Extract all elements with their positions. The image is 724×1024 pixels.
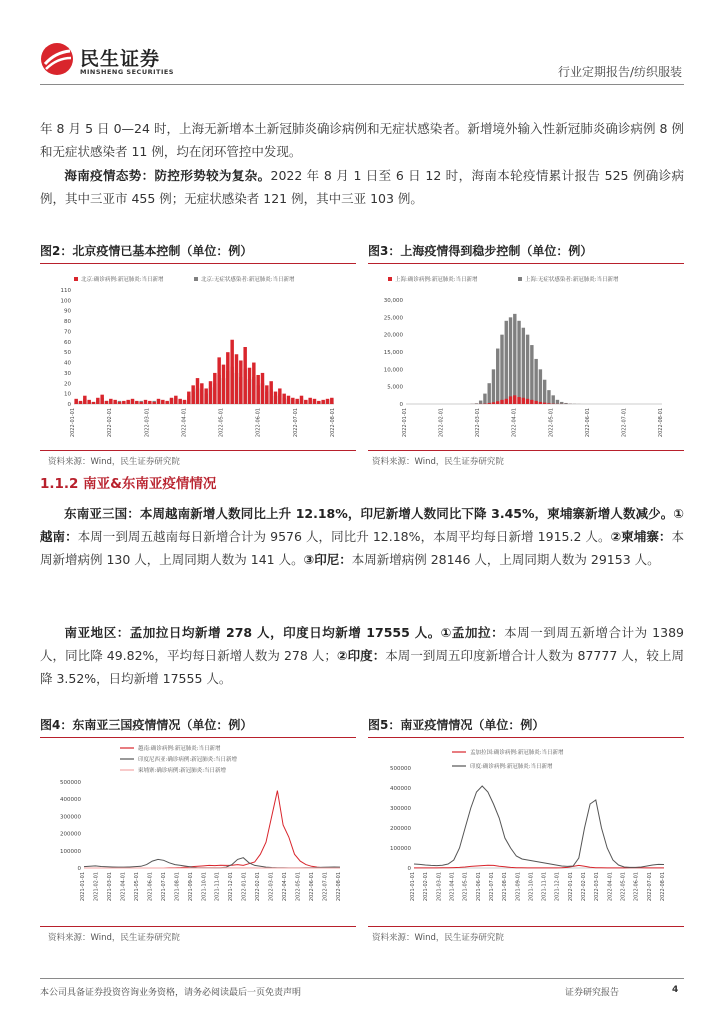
- bar-s0-23: [174, 396, 177, 404]
- legend-swatch-0: [388, 277, 392, 281]
- bar-s0-10: [118, 402, 121, 404]
- x-tick-label: 2021-11-01: [214, 872, 221, 902]
- x-tick-label: 2022-06-01: [309, 872, 316, 902]
- legend-swatch-0: [74, 277, 78, 281]
- bar-s0-14: [135, 401, 138, 404]
- bar-s0-57: [321, 400, 324, 404]
- x-tick-label: 2021-05-01: [462, 872, 469, 902]
- x-tick-label: 2021-01-01: [410, 872, 416, 902]
- bar-s0-21: [496, 401, 499, 404]
- x-tick-label: 2021-04-01: [120, 872, 127, 902]
- fig5-title: 图5：南亚疫情情况（单位：例）: [368, 716, 684, 738]
- x-tick-label: 2022-04-01: [607, 872, 614, 902]
- fig2-title: 图2：北京疫情已基本控制（单位：例）: [40, 242, 356, 264]
- x-tick-label: 2021-07-01: [160, 872, 167, 902]
- fig2-source: 资料来源：Wind，民生证券研究院: [48, 457, 180, 467]
- bar-s0-6: [100, 395, 103, 404]
- paragraph-sea-cambodia: 本周新增病例 130 人，上周同期人数为 141 人。: [40, 529, 684, 567]
- x-tick-label: 2022-05-01: [295, 872, 302, 902]
- bar-s0-11: [122, 401, 125, 404]
- bar-s0-56: [317, 401, 320, 404]
- x-tick-label: 2022-06-01: [633, 872, 640, 902]
- bar-s0-58: [326, 399, 329, 404]
- y-tick-label: 0: [399, 402, 403, 408]
- x-tick-label: 2021-09-01: [187, 872, 194, 902]
- x-tick-label: 2022-07-01: [646, 872, 653, 902]
- paragraph-south-asia: [40, 621, 684, 690]
- bar-s0-0: [74, 399, 77, 404]
- bar-s0-23: [505, 399, 508, 404]
- y-tick-label: 0: [67, 402, 71, 408]
- bar-s0-16: [144, 400, 147, 404]
- y-tick-label: 110: [60, 288, 71, 294]
- footer-divider: [40, 978, 684, 979]
- fig5-chart: [368, 740, 684, 920]
- x-tick-label: 2022-08-01: [336, 872, 342, 902]
- bar-s0-38: [239, 360, 242, 404]
- bar-s0-19: [487, 403, 490, 404]
- x-tick-label: 2022-03-01: [268, 872, 275, 902]
- x-tick-label: 2022-08-01: [658, 408, 664, 438]
- y-tick-label: 50: [64, 350, 71, 357]
- x-tick-label: 2021-07-01: [488, 872, 495, 902]
- x-tick-label: 2021-08-01: [502, 872, 509, 902]
- y-tick-label: 5,000: [387, 384, 403, 391]
- y-tick-label: 100000: [390, 846, 411, 852]
- legend-label-1: 印度:确诊病例:新冠肺炎:当日新增: [470, 764, 553, 770]
- bar-s0-50: [291, 398, 294, 404]
- fig2-chart: [40, 268, 356, 444]
- bar-s0-54: [308, 398, 311, 404]
- bar-s1-34: [551, 395, 554, 404]
- bar-s0-32: [543, 403, 546, 404]
- y-tick-label: 20: [64, 381, 71, 388]
- bar-s0-31: [209, 381, 212, 404]
- bar-s1-31: [539, 369, 542, 404]
- bar-s0-45: [269, 381, 272, 404]
- bar-s0-49: [287, 396, 290, 404]
- header-divider: [40, 84, 684, 85]
- y-tick-label: 0: [77, 866, 81, 872]
- bar-s0-21: [165, 401, 168, 404]
- x-tick-label: 2022-04-01: [282, 872, 289, 902]
- paragraph-sa-india-lead: ②印度：: [336, 648, 386, 663]
- x-tick-label: 2021-10-01: [528, 872, 535, 902]
- x-tick-label: 2021-03-01: [106, 872, 113, 902]
- paragraph-shanghai: [40, 117, 684, 163]
- bar-s0-46: [274, 392, 277, 404]
- x-tick-label: 2022-07-01: [292, 408, 299, 438]
- x-tick-label: 2021-03-01: [436, 872, 443, 902]
- x-tick-label: 2021-01-01: [80, 872, 86, 902]
- bar-s1-30: [534, 359, 537, 404]
- bar-s0-19: [157, 399, 160, 404]
- x-tick-label: 2021-10-01: [201, 872, 208, 902]
- bar-s1-20: [492, 369, 495, 404]
- bar-s0-27: [522, 398, 525, 404]
- series-line-1: [84, 858, 340, 868]
- bar-s0-31: [539, 402, 542, 404]
- bar-s1-18: [483, 394, 486, 404]
- bar-s0-41: [252, 363, 255, 404]
- bar-s0-33: [217, 357, 220, 404]
- x-tick-label: 2021-12-01: [554, 872, 561, 902]
- bar-s0-15: [139, 402, 142, 404]
- x-tick-label: 2022-01-01: [70, 408, 76, 438]
- y-tick-label: 15,000: [383, 350, 403, 356]
- bar-s0-1: [79, 401, 82, 404]
- bar-s0-36: [230, 340, 233, 404]
- y-tick-label: 10: [64, 391, 71, 398]
- bar-s1-23: [505, 321, 508, 404]
- bar-s0-48: [282, 394, 285, 404]
- x-tick-label: 2021-11-01: [541, 872, 548, 902]
- x-tick-label: 2021-04-01: [449, 872, 456, 902]
- section-heading: 1.1.2 南亚&东南亚疫情情况: [40, 476, 217, 492]
- series-line-0: [84, 791, 340, 868]
- x-tick-label: 2022-07-01: [621, 408, 628, 438]
- bar-s0-34: [222, 365, 225, 404]
- y-tick-label: 80: [64, 319, 71, 326]
- bar-s0-59: [330, 398, 333, 404]
- fig5-source-rule: [368, 926, 684, 927]
- bar-s1-17: [479, 401, 482, 404]
- legend-label-2: 柬埔寨:确诊病例:新冠肺炎:当日新增: [138, 768, 227, 774]
- x-tick-label: 2022-02-01: [438, 408, 445, 438]
- bar-s0-29: [200, 383, 203, 404]
- bar-s0-42: [256, 375, 259, 404]
- bar-s1-19: [487, 383, 490, 404]
- y-tick-label: 500000: [60, 780, 81, 786]
- y-tick-label: 200000: [60, 831, 81, 838]
- bar-s0-9: [113, 400, 116, 404]
- x-tick-label: 2021-05-01: [133, 872, 140, 902]
- y-tick-label: 10,000: [383, 367, 403, 374]
- bar-s0-30: [204, 388, 207, 404]
- bar-s0-55: [313, 399, 316, 404]
- bar-s0-40: [248, 368, 251, 404]
- y-tick-label: 30: [64, 370, 71, 377]
- x-tick-label: 2022-06-01: [584, 408, 591, 438]
- series-line-1: [414, 786, 664, 867]
- x-tick-label: 2021-06-01: [475, 872, 482, 902]
- x-tick-label: 2022-02-01: [255, 872, 262, 902]
- bar-s0-20: [161, 400, 164, 404]
- x-tick-label: 2022-08-01: [660, 872, 666, 902]
- paragraph-sea-lead: 东南亚三国：本周越南新增人数同比上升 12.18%，印尼新增人数同比下降 3.45%，柬埔寨新增人数减少。①越南：: [40, 506, 684, 544]
- x-tick-label: 2022-04-01: [181, 408, 188, 438]
- fig4-source-rule: [40, 926, 356, 927]
- bar-s0-30: [534, 401, 537, 404]
- legend-label-1: 北京:无症状感染者:新冠肺炎:当日新增: [201, 277, 295, 283]
- legend-swatch-1: [518, 277, 522, 281]
- y-tick-label: 400000: [390, 786, 411, 792]
- fig3-source-rule: [368, 450, 684, 451]
- legend-label-0: 越南:确诊病例:新冠肺炎:当日新增: [138, 746, 221, 752]
- x-tick-label: 2022-01-01: [241, 872, 248, 902]
- y-tick-label: 400000: [60, 797, 81, 804]
- bar-s0-44: [265, 385, 268, 404]
- paragraph-hainan-lead: 海南疫情态势：防控形势较为复杂。: [64, 168, 271, 183]
- x-tick-label: 2021-02-01: [423, 872, 430, 902]
- legend-label-1: 上海:无症状感染者:新冠肺炎:当日新增: [525, 277, 619, 283]
- paragraph-sea-indonesia: 本周新增病例 28146 人，上周同期人数为 29153 人。: [351, 552, 660, 567]
- page-number: 4: [672, 985, 679, 995]
- x-tick-label: 2021-06-01: [147, 872, 154, 902]
- bar-s0-28: [526, 399, 529, 404]
- footer-report-label: 证券研究报告: [565, 988, 620, 998]
- bar-s1-27: [522, 328, 525, 404]
- bar-s1-25: [513, 314, 516, 404]
- bar-s0-3: [87, 400, 90, 404]
- bar-s1-26: [517, 321, 520, 404]
- document-type: 行业定期报告/纺织服装: [557, 65, 682, 79]
- y-tick-label: 300000: [60, 814, 81, 821]
- legend-label-0: 北京:确诊病例:新冠肺炎:当日新增: [81, 277, 164, 283]
- bar-s0-33: [547, 403, 550, 404]
- x-tick-label: 2022-03-01: [594, 872, 601, 902]
- x-tick-label: 2022-07-01: [322, 872, 329, 902]
- bar-s0-12: [126, 400, 129, 404]
- y-tick-label: 500000: [390, 766, 411, 772]
- minsheng-logo-icon: [40, 42, 74, 76]
- bar-s0-26: [517, 397, 520, 404]
- y-tick-label: 200000: [390, 826, 411, 832]
- bar-s0-52: [300, 396, 303, 404]
- legend-label-0: 孟加拉国:确诊病例:新冠肺炎:当日新增: [470, 750, 564, 756]
- fig3-title: 图3：上海疫情得到稳步控制（单位：例）: [368, 242, 684, 264]
- bar-s0-24: [509, 396, 512, 404]
- y-tick-label: 100: [60, 298, 71, 305]
- x-tick-label: 2022-05-01: [218, 408, 225, 438]
- bar-s1-37: [564, 403, 567, 404]
- x-tick-label: 2022-02-01: [581, 872, 588, 902]
- bar-s0-28: [196, 378, 199, 404]
- y-tick-label: 30,000: [383, 298, 403, 304]
- y-tick-label: 40: [64, 360, 71, 367]
- fig5-source: 资料来源：Wind，民生证券研究院: [372, 933, 504, 943]
- x-tick-label: 2022-08-01: [330, 408, 336, 438]
- bar-s1-16: [475, 403, 478, 404]
- x-tick-label: 2022-06-01: [255, 408, 262, 438]
- x-tick-label: 2022-01-01: [567, 872, 574, 902]
- bar-s1-35: [556, 400, 559, 404]
- bar-s0-2: [83, 396, 86, 404]
- bar-s0-24: [178, 399, 181, 404]
- y-tick-label: 90: [64, 308, 71, 315]
- paragraph-sa-india: 本周一到周五印度新增合计人数为 87777 人，较上周降 3.52%，日均新增 17555 人。: [40, 648, 684, 686]
- paragraph-sa-bangladesh: 本周一到周五新增合计为 1389 人，同比降 49.82%，平均每日新增人数为 278 人；: [40, 625, 684, 663]
- bar-s1-33: [547, 390, 550, 404]
- company-logo: [40, 42, 200, 82]
- bar-s0-18: [152, 402, 155, 404]
- legend-label-1: 印度尼西亚:确诊病例:新冠肺炎:当日新增: [138, 757, 238, 763]
- legend-label-0: 上海:确诊病例:新冠肺炎:当日新增: [395, 277, 478, 283]
- y-tick-label: 20,000: [383, 332, 403, 339]
- fig2-source-rule: [40, 450, 356, 451]
- bar-s0-4: [92, 402, 95, 404]
- bar-s0-43: [261, 373, 264, 404]
- y-tick-label: 100000: [60, 848, 81, 855]
- paragraph-shanghai-text: 年 8 月 5 日 0—24 时，上海无新增本土新冠肺炎确诊病例和无症状感染者。新增境外输入性新冠肺炎确诊病例 8 例和无症状感染者 11 例，均在闭环管控中发现。: [40, 121, 684, 159]
- y-tick-label: 0: [407, 866, 411, 872]
- x-tick-label: 2022-05-01: [548, 408, 555, 438]
- bar-s0-7: [105, 401, 108, 404]
- y-tick-label: 70: [64, 329, 71, 336]
- bar-s0-8: [109, 399, 112, 404]
- y-tick-label: 300000: [390, 806, 411, 812]
- bar-s1-32: [543, 380, 546, 404]
- bar-s0-53: [304, 400, 307, 404]
- paragraph-sa-lead: 南亚地区：孟加拉日均新增 278 人，印度日均新增 17555 人。①孟加拉：: [64, 625, 505, 640]
- bar-s1-29: [530, 345, 533, 404]
- x-tick-label: 2022-01-01: [402, 408, 408, 438]
- x-tick-label: 2022-02-01: [107, 408, 114, 438]
- x-tick-label: 2022-05-01: [620, 872, 627, 902]
- paragraph-hainan: [40, 164, 684, 210]
- bar-s1-21: [496, 349, 499, 404]
- bar-s0-37: [235, 354, 238, 404]
- page-header: [0, 0, 724, 90]
- bar-s0-25: [513, 395, 516, 404]
- bar-s0-20: [492, 402, 495, 404]
- paragraph-hainan-text: 2022 年 8 月 1 日至 6 日 12 时，海南本轮疫情累计报告 525 例确诊病例，其中三亚市 455 例；无症状感染者 121 例，其中三亚 103 例。: [40, 168, 684, 206]
- x-tick-label: 2021-08-01: [174, 872, 181, 902]
- bar-s0-47: [278, 388, 281, 404]
- logo-chinese-name: 民生证券: [80, 48, 161, 70]
- bar-s0-29: [530, 400, 533, 404]
- bar-s0-32: [213, 373, 216, 404]
- bar-s0-25: [183, 400, 186, 404]
- legend-swatch-1: [194, 277, 198, 281]
- bar-s0-22: [500, 400, 503, 404]
- bar-s0-22: [170, 398, 173, 404]
- bar-s0-27: [191, 385, 194, 404]
- bar-s0-51: [295, 399, 298, 404]
- x-tick-label: 2021-12-01: [228, 872, 235, 902]
- bar-s1-24: [509, 317, 512, 404]
- bar-s0-5: [96, 398, 99, 404]
- fig4-title: 图4：东南亚三国疫情情况（单位：例）: [40, 716, 356, 738]
- paragraph-southeast-asia: [40, 502, 684, 571]
- paragraph-sea-indonesia-lead: ③印尼：: [303, 552, 352, 567]
- bar-s1-28: [526, 335, 529, 404]
- paragraph-sea-cambodia-lead: ②柬埔寨：: [610, 529, 672, 544]
- x-tick-label: 2022-03-01: [144, 408, 151, 438]
- y-tick-label: 60: [64, 339, 71, 346]
- bar-s0-13: [131, 399, 134, 404]
- bar-s0-35: [226, 352, 229, 404]
- fig4-source: 资料来源：Wind，民生证券研究院: [48, 933, 180, 943]
- fig3-source: 资料来源：Wind，民生证券研究院: [372, 457, 504, 467]
- fig3-chart: [368, 268, 684, 444]
- bar-s0-26: [187, 392, 190, 404]
- bar-s0-17: [148, 401, 151, 404]
- logo-english-name: MINSHENG SECURITIES: [80, 68, 174, 76]
- x-tick-label: 2021-02-01: [93, 872, 100, 902]
- x-tick-label: 2022-03-01: [475, 408, 482, 438]
- y-tick-label: 25,000: [383, 315, 403, 322]
- bar-s1-22: [500, 335, 503, 404]
- footer-disclaimer: 本公司具备证券投资咨询业务资格，请务必阅读最后一页免责声明: [40, 988, 302, 998]
- bar-s0-39: [243, 347, 246, 404]
- bar-s1-36: [560, 402, 563, 404]
- x-tick-label: 2022-04-01: [511, 408, 518, 438]
- paragraph-sea-vietnam: 本周一到周五越南每日新增合计为 9576 人，同比升 12.18%，本周平均每日新增 1915.2 人。: [77, 529, 611, 544]
- fig4-chart: [40, 740, 356, 920]
- x-tick-label: 2021-09-01: [515, 872, 522, 902]
